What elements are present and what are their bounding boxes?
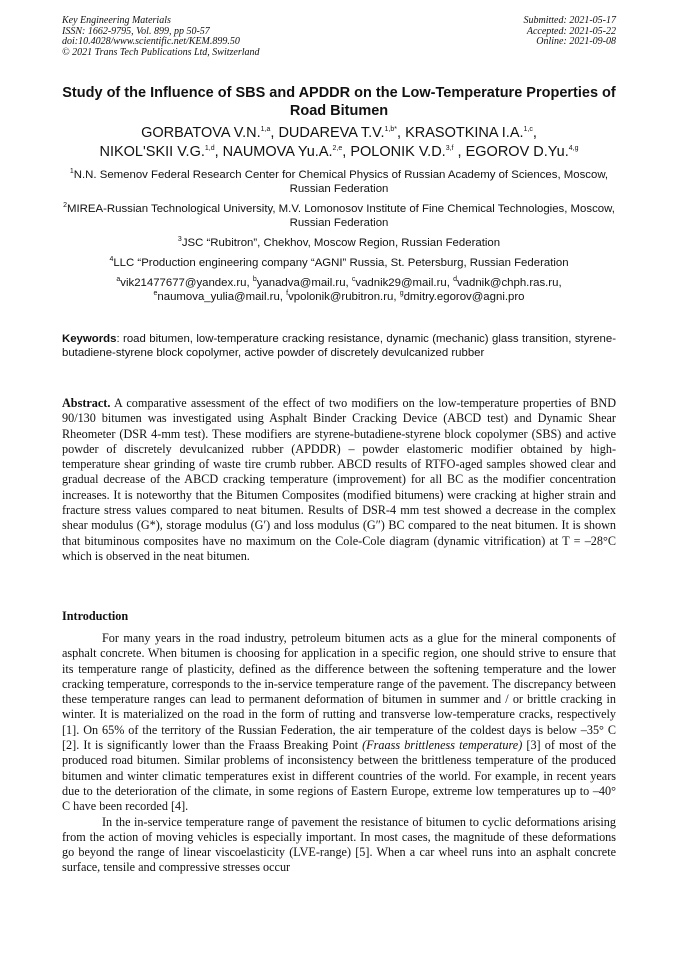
journal-name: Key Engineering Materials <box>62 15 171 26</box>
keywords-block <box>62 333 616 360</box>
author-name: KRASOTKINA I.A. <box>405 125 524 141</box>
author-name: DUDAREVA T.V. <box>278 125 385 141</box>
email-sup: a <box>116 276 121 284</box>
journal-header <box>62 16 260 58</box>
journal-issn: ISSN: 1662-9795, Vol. 899, pp 50-57 <box>62 25 210 37</box>
intro-italic: (Fraass brittleness temperature) <box>362 738 523 753</box>
email-link[interactable]: vik21477677@yandex.ru, <box>120 277 250 289</box>
introduction-body <box>62 631 616 876</box>
intro-text: For many years in the road industry, petroleum bitumen acts as a glue for the mineral components of asphalt concrete. When bitumen is choosing for application in a specific region, one should strive to ensure that its temperature range of plasticity, defined as the difference between the softening temperature and the lower cracking temperature, corresponds to the in-service temperature range of the pavement. The discrepancy between these temperature ranges can lead to permanent deformation of bitumen in summer and / or brittle cracking in winter. It is materialized on the road in the form of rutting and transverse low-temperature cracks, respectively [1]. On 65% of the territory of the Russian Federation, the air temperature of the coldest days is below –35° C [2]. It is significantly lower than the Fraass Breaking Point <box>62 631 616 753</box>
email-sup: e <box>153 290 158 298</box>
email-link[interactable]: vpolonik@rubitron.ru, <box>288 291 397 303</box>
aff-text: MIREA-Russian Technological University, M.V. Lomonosov Institute of Fine Chemical Technologies, Moscow, Russian Federation <box>67 203 615 229</box>
author-sup: 1,d <box>204 145 215 153</box>
author-name: NIKOL'SKII V.G. <box>99 144 205 160</box>
email-link[interactable]: dmitry.egorov@agni.pro <box>403 291 525 303</box>
paper-title: Study of the Influence of SBS and APDDR on the Low-Temperature Properties of Road Bitumen <box>62 85 616 119</box>
abstract-block <box>62 396 616 564</box>
dates-header <box>524 16 617 48</box>
affiliation-4 <box>62 256 616 270</box>
journal-copyright: © 2021 Trans Tech Publications Ltd, Switzerland <box>62 46 260 58</box>
email-link[interactable]: vadnik29@mail.ru, <box>355 277 450 289</box>
aff-sup: 1 <box>69 168 74 176</box>
keywords-text: : road bitumen, low-temperature cracking resistance, dynamic (mechanic) glass transition, styrene-butadiene-styrene block copolymer, active powder of discretely devulcanized rubber <box>62 333 616 359</box>
email-link[interactable]: vadnik@chph.ras.ru, <box>456 277 562 289</box>
intro-paragraph-1 <box>62 631 616 815</box>
author-name: POLONIK V.D. <box>350 144 446 160</box>
email-sup: f <box>286 290 289 298</box>
aff-sup: 2 <box>63 202 68 210</box>
submitted-date: Submitted: 2021-05-17 <box>523 15 616 26</box>
email-link[interactable]: yanadva@mail.ru, <box>256 277 349 289</box>
email-list <box>62 276 616 304</box>
author-list: GORBATOVA V.N.$^{1,a}$, DUDAREVA T.V.$^{1,b*}$, KRASOTKINA I.A.$^{1,c}$, NIKOL'SKII V.G.$^{1,d}$, NAUMOVA Yu.A.$^{2,e}$, POLONIK V.D.$^{3,f}$ , EGOROV D.Yu.$^{4,g}$ <box>99 125 579 160</box>
affiliation-1 <box>62 168 616 196</box>
journal-doi: doi:10.4028/www.scientific.net/KEM.899.50 <box>62 36 240 47</box>
online-date: Online: 2021-09-08 <box>536 36 616 47</box>
affiliations <box>62 168 616 310</box>
email-sup: d <box>453 276 457 284</box>
email-sup: g <box>399 290 404 298</box>
affiliation-2 <box>62 202 616 230</box>
author-sup: 2,e <box>332 145 343 153</box>
abstract-label: Abstract. <box>62 396 111 410</box>
intro-paragraph-2 <box>62 815 616 876</box>
email-link[interactable]: naumova_yulia@mail.ru, <box>157 291 283 303</box>
author-sup: 1,b* <box>384 126 398 134</box>
abstract-text: A comparative assessment of the effect of two modifiers on the low-temperature properties of BND 90/130 bitumen was investigated using Asphalt Binder Cracking Device (ABCD test) and Dynamic Shear Rheometer (DSR 4-mm test). These modifiers are styrene-butadiene-styrene block copolymer (SBS) and active powder of discretely devulcanized rubber (APDDR) – powder elastomeric modifier obtained by high-temperature shear grinding of waste tire crumb rubber. ABCD results of RTFO-aged samples showed clear and gradual decrease of the ABCD cracking temperature (improvement) for all BC as the modifier concentration increases. It is noteworthy that the Bitumen Composites (modified bitumens) were cracking at higher strain and fracture stress values compared to neat bitumen. Results of DSR-4 mm test showed a decrease in the complex shear modulus (G*), storage modulus (G′) and loss modulus (G″) BC compared to the neat bitumen. It is shown that bituminous composites have no maximum on the Cole-Cole diagram (dynamic vitrification) at T = –28°C which is observed in the neat bitumen. <box>62 396 616 563</box>
aff-text: LLC “Production engineering company “AGNI” Russia, St. Petersburg, Russian Federation <box>113 257 569 269</box>
accepted-date: Accepted: 2021-05-22 <box>526 25 616 37</box>
aff-text: N.N. Semenov Federal Research Center for Chemical Physics of Russian Academy of Sciences, Moscow, Russian Federation <box>73 169 609 195</box>
keywords-label: Keywords <box>62 333 117 345</box>
affiliation-3 <box>62 236 616 250</box>
author-name: EGOROV D.Yu. <box>465 144 569 160</box>
author-sup: 1,a <box>260 126 271 134</box>
author-name: GORBATOVA V.N. <box>141 125 261 141</box>
introduction-heading: Introduction <box>62 609 129 623</box>
aff-sup: 4 <box>109 256 114 264</box>
author-sup: 1,c <box>523 126 533 134</box>
author-sup: 3,f <box>445 145 454 153</box>
intro-text: In the in-service temperature range of pavement the resistance of bitumen to cyclic deformations arising from the action of moving vehicles is especially important. In most cases, the magnitude of these deformations go beyond the range of linear viscoelasticity (LVE-range) [5]. When a car wheel runs into an asphalt concrete surface, tensile and compressive stresses occur <box>62 814 616 875</box>
author-sup: 4,g <box>568 145 579 153</box>
aff-text: JSC “Rubitron”, Chekhov, Moscow Region, Russian Federation <box>181 237 501 249</box>
email-sup: c <box>351 276 356 284</box>
aff-sup: 3 <box>177 236 182 244</box>
email-sup: b <box>252 276 257 284</box>
author-name: NAUMOVA Yu.A. <box>222 144 333 160</box>
intro-text: [3] of most of the produced road bitumen. Similar problems of inconsistency between the brittleness temperature of the produced bitumen and winter climatic temperatures exist in different countries of the world. For example, in recent years due to the deterioration of the climate, in some regions of Eastern Europe, extreme low temperatures up to –40° C have been recorded [4]. <box>62 738 616 814</box>
